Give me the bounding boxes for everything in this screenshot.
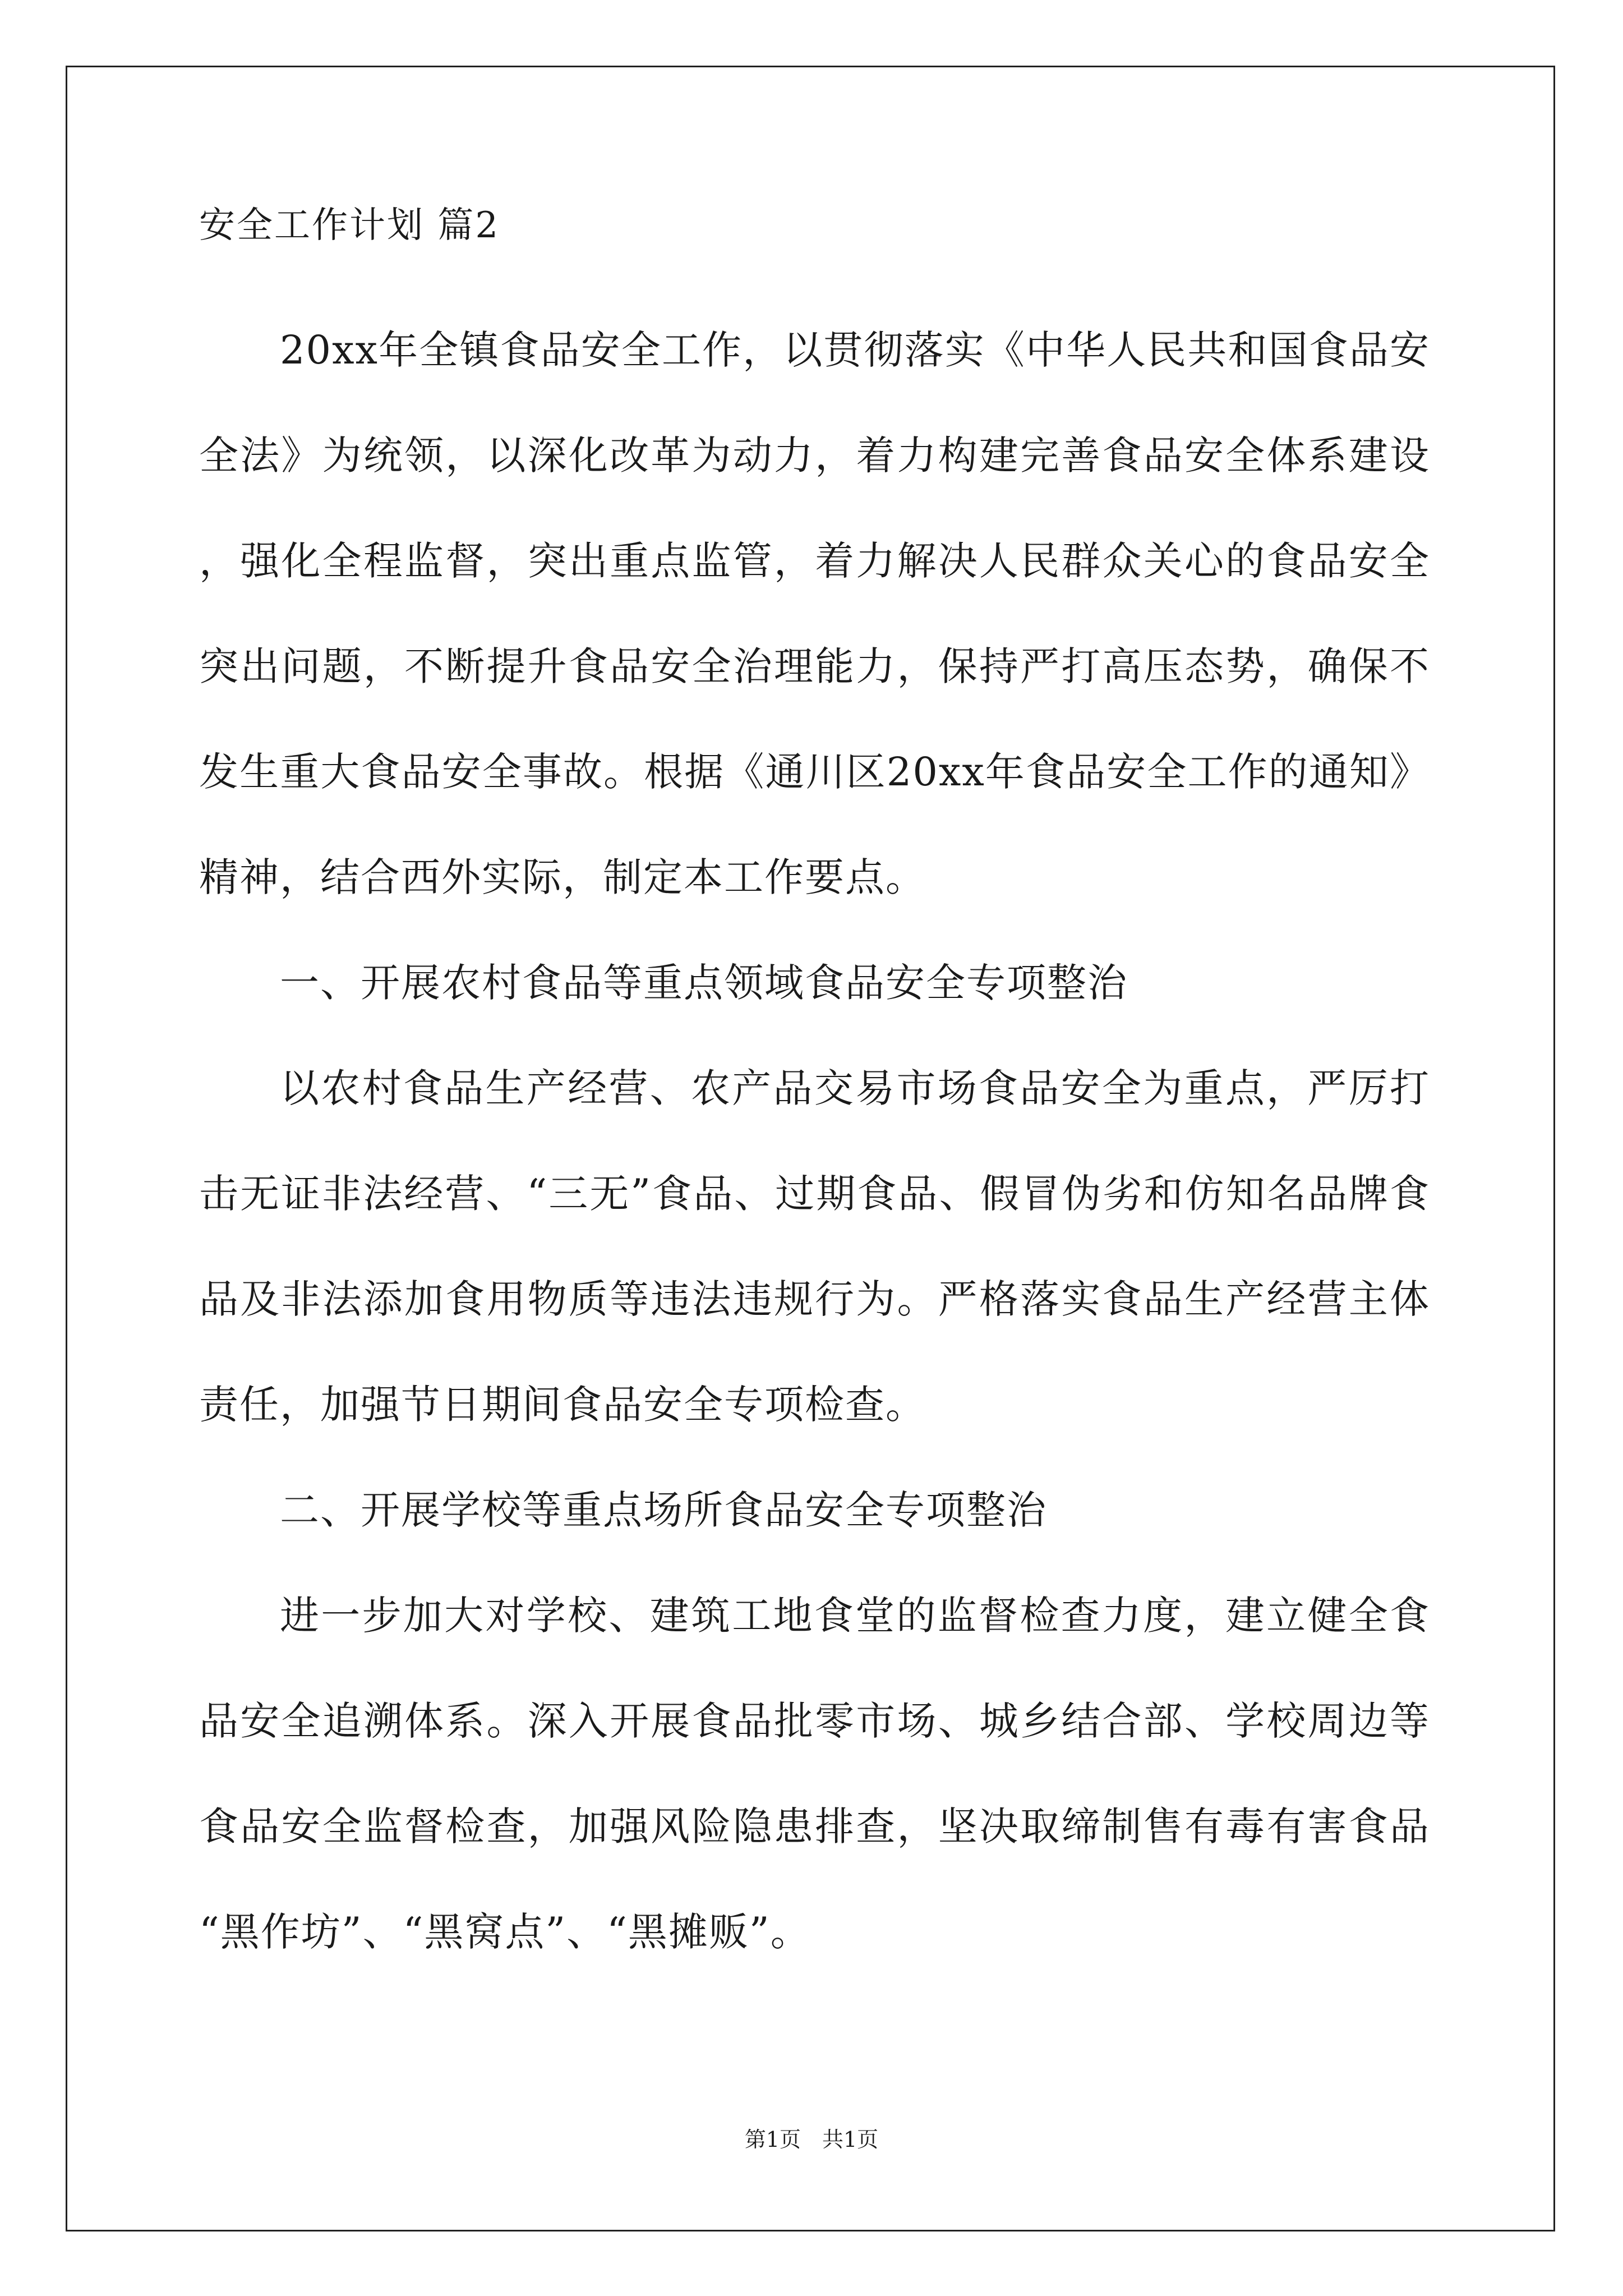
document-title: 安全工作计划 篇2 [199,205,500,246]
intro-paragraph: 20xx年全镇食品安全工作，以贯彻落实《中华人民共和国食品安全法》为统领，以深化改革为动力，着力构建完善食品安全体系建设，强化全程监督，突出重点监管，着力解决人民群众关心的食品安全突出问题，不断提升食品安全治理能力，保持严打高压态势，确保不发生重大食品安全事故。根据《通川区20xx年食品安全工作的通知》精神，结合西外实际，制定本工作要点。 [199,327,1430,900]
section-2-paragraph: 进一步加大对学校、建筑工地食堂的监督检查力度，建立健全食品安全追溯体系。深入开展食品批零市场、城乡结合部、学校周边等食品安全监督检查，加强风险隐患排查，坚决取缔制售有毒有害食品“黑作坊”、“黑窝点”、“黑摊贩”。 [199,1593,1430,1955]
section-heading-2: 二、开展学校等重点场所食品安全专项整治 [280,1487,1047,1533]
section-heading-1: 一、开展农村食品等重点领域食品安全专项整治 [280,960,1128,1006]
section-1-paragraph: 以农村食品生产经营、农产品交易市场食品安全为重点，严厉打击无证非法经营、“三无”食品、过期食品、假冒伪劣和仿知名品牌食品及非法添加食用物质等违法违规行为。严格落实食品生产经营主体责任，加强节日期间食品安全专项检查。 [199,1065,1430,1428]
page-number-footer: 第1页 共1页 [744,2127,879,2152]
document-body [199,205,1430,1985]
